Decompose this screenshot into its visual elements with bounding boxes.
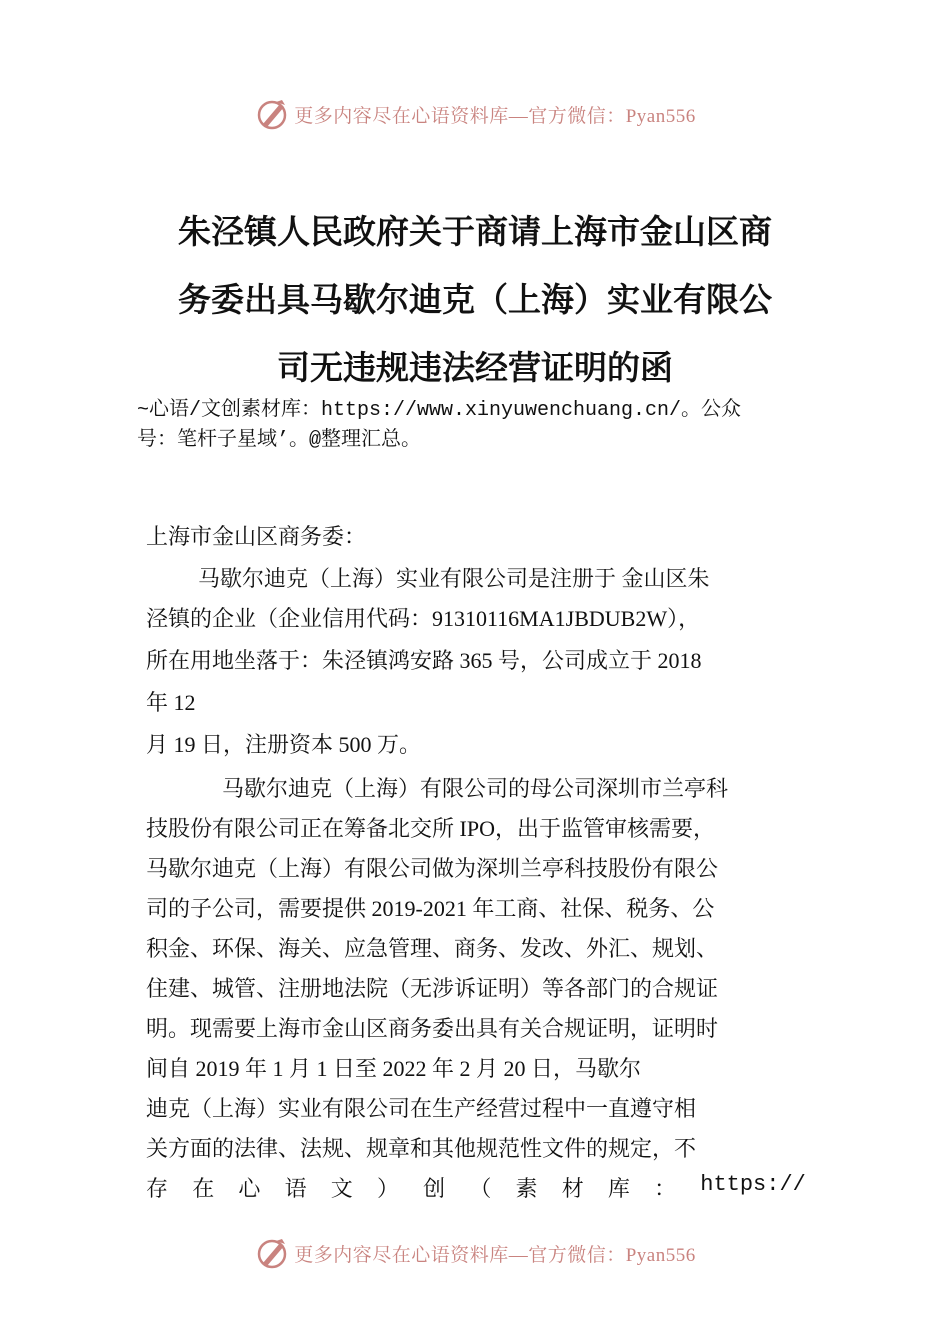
pen-seal-icon [254,1235,290,1271]
paragraph-line: 关方面的法律、法规、规章和其他规范性文件的规定，不 [146,1136,697,1161]
paragraph-last-line [146,1172,806,1203]
paragraph-line: 明。现需要上海市金山区商务委出具有关合规证明，证明时 [146,1016,719,1041]
paragraph-line: 住建、城管、注册地法院（无涉诉证明）等各部门的合规证 [146,976,719,1001]
paragraph-line: 泾镇的企业（企业信用代码：91310116MA1JBDUB2W）， [146,606,701,631]
paragraph-line: 所在用地坐落于：朱泾镇鸿安路 365 号，公司成立于 2018 [146,648,702,673]
char-token: 在 [192,1176,215,1201]
paragraph-line: 司的子公司，需要提供 2019-2021 年工商、社保、税务、公 [146,896,715,921]
char-token: ） [376,1176,399,1201]
paragraph-line: 迪克（上海）实业有限公司在生产经营过程中一直遵守相 [146,1096,697,1121]
title-line: 司无违规违法经营证明的函 [277,348,673,387]
url-fragment: https:// [700,1172,806,1197]
char-token: 语 [284,1176,307,1201]
char-token: 存 [146,1176,169,1201]
paragraph-line: 马歇尔迪克（上海）实业有限公司是注册于 金山区朱 [198,566,710,591]
paragraph-line: 积金、环保、海关、应急管理、商务、发改、外汇、规划、 [146,936,719,961]
char-token: （ [469,1176,492,1201]
char-token: 材 [561,1176,584,1201]
paragraph-line: 年 12 [146,690,196,715]
char-token: 文 [330,1176,353,1201]
source-note [137,396,837,456]
watermark-banner-top [0,94,950,134]
char-token: 素 [515,1176,538,1201]
char-token: 创 [423,1176,446,1201]
paragraph-line: 间自 2019 年 1 月 1 日至 2022 年 2 月 20 日，马歇尔 [146,1056,642,1081]
paragraph-line: 月 19 日，注册资本 500 万。 [146,732,422,757]
title-line: 务委出具马歇尔迪克（上海）实业有限公 [178,280,772,319]
watermark-text: 更多内容尽在心语资料库—官方微信：Pyan556 [294,1244,696,1266]
document-title [140,198,810,402]
paragraph-line: 马歇尔迪克（上海）有限公司的母公司深圳市兰亭科 [222,776,729,801]
pen-seal-icon [254,96,290,132]
source-note-line: 号：笔杆子星域’。@整理汇总。 [137,429,422,452]
source-note-line: ~心语/文创素材库：https://www.xinyuwenchuang.cn/。公众 [137,399,742,422]
paragraph-line: 技股份有限公司正在筹备北交所 IPO，出于监管审核需要， [146,816,715,841]
salutation: 上海市金山区商务委： [146,524,367,549]
paragraph-line: 马歇尔迪克（上海）有限公司做为深圳兰亭科技股份有限公 [146,856,719,881]
char-token: 库 [607,1176,630,1201]
title-line: 朱泾镇人民政府关于商请上海市金山区商 [178,212,772,251]
char-token: ： [654,1176,677,1201]
watermark-banner-bottom [0,1233,950,1273]
watermark-text: 更多内容尽在心语资料库—官方微信：Pyan556 [294,105,696,127]
char-token: 心 [238,1176,261,1201]
